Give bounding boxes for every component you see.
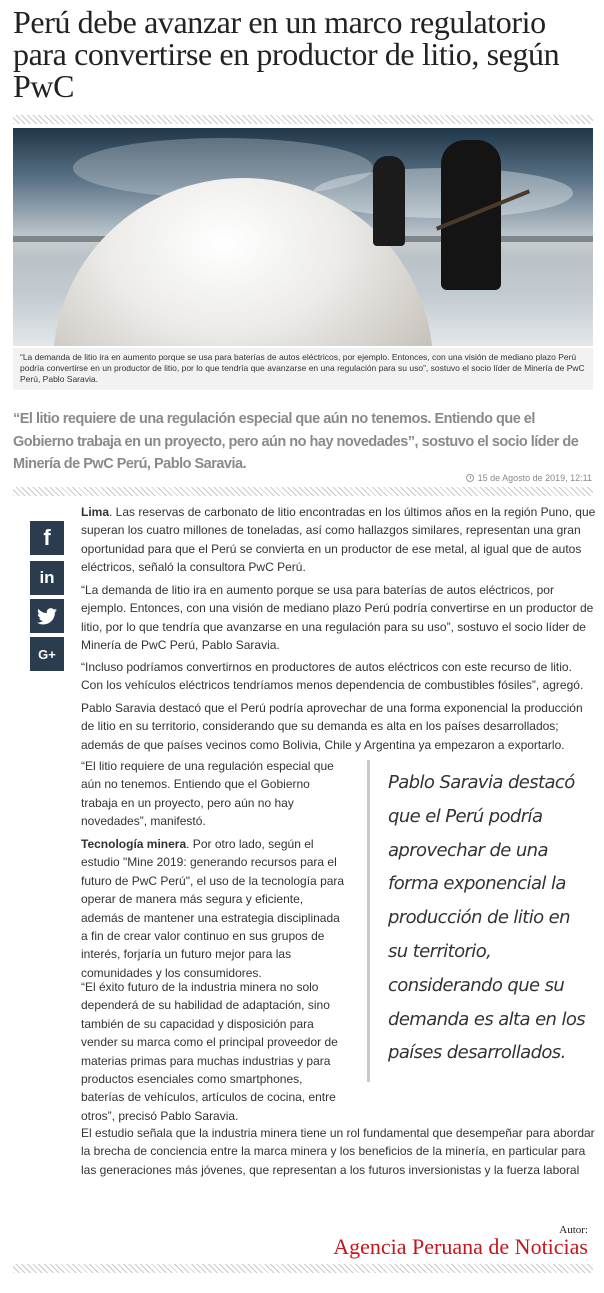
twitter-bird-icon	[37, 608, 57, 625]
googleplus-share-button[interactable]	[30, 637, 64, 671]
paragraph-8: El estudio señala que la industria minera tiene un rol fundamental que desempeñar para abordar la brecha de conciencia entre la marca minera y los beneficios de la minería, en particular para las generaciones más jóvenes, que representan a los futuros inversionistas y la fuerza laboral	[81, 1126, 595, 1177]
hero-image	[13, 128, 593, 346]
facebook-icon: f	[43, 525, 51, 550]
article-headline: Perú debe avanzar en un marco regulatorio para convertirse en productor de litio, según PwC	[13, 4, 560, 104]
author-name: Agencia Peruana de Noticias	[333, 1234, 588, 1259]
paragraph-7: “El éxito futuro de la industria minera no solo dependerá de su habilidad de adaptación, sino también de su capacidad y disposición para vender su marca como el principal proveedor de materias primas para muchas industrias y para productos esenciales como smartphones, baterías de vehículos, artículos de cocina, entre otros”, precisó Pablo Saravia.	[81, 980, 338, 1123]
paragraph-1	[81, 503, 597, 577]
author-label: Autor:	[559, 1224, 588, 1236]
paragraph-6-text: . Por otro lado, según el estudio "Mine 2019: generando recursos para el futuro de PwC Perú", el uso de la tecnología para operar de manera más segura y eficiente, además de mantener una estrategia disciplinada a fin de crear valor continuo en sus grupos de interés, forjaría un futuro mejor para las comunidades y los consumidores.	[81, 837, 345, 980]
facebook-share-button[interactable]	[30, 521, 64, 555]
paragraph-1-text: . Las reservas de carbonato de litio encontradas en los últimos años en la región Puno, que superan los cuatro millones de toneladas, así como hallazgos similares, representan una gran oportunidad para que el Perú se convierta en un productor de ese metal, al igual que de autos eléctricos, señaló la consultora PwC Perú.	[81, 505, 596, 575]
paragraph-5: “El litio requiere de una regulación especial que aún no tenemos. Entiendo que el Gobierno trabaja en un proyecto, pero aún no hay novedades”, manifestó.	[81, 759, 334, 829]
divider-hatch-middle	[13, 487, 593, 496]
paragraph-6-lead: Tecnología minera	[81, 837, 187, 851]
linkedin-share-button[interactable]	[30, 561, 64, 595]
clock-icon	[466, 474, 474, 482]
divider-hatch-top	[13, 115, 593, 124]
paragraph-1-lead: Lima	[81, 505, 110, 519]
image-caption: “La demanda de litio ira en aumento porque se usa para baterías de autos eléctricos, por ejemplo. Entonces, con una visión de mediano plazo Perú podría convertirse en un productor de litio, por lo que tendría que avanzarse en una regulación para su uso”, sostuvo el socio líder de Minería de PwC Perú, Pablo Saravia.	[13, 348, 593, 390]
paragraph-2: “La demanda de litio ira en aumento porque se usa para baterías de autos eléctricos, por ejemplo. Entonces, con una visión de mediano plazo Perú podría convertirse en un productor de litio, por lo que tendría que avanzarse en una regulación para su uso”, sostuvo el socio líder de Minería de PwC Perú, Pablo Saravia.	[81, 583, 594, 653]
paragraph-3: “Incluso podríamos convertirnos en productores de autos eléctricos con este recurso de litio. Con los vehículos eléctricos tendríamos menos dependencia de combustibles fósiles”, agregó.	[81, 660, 584, 693]
twitter-share-button[interactable]	[30, 599, 64, 633]
googleplus-icon: G+	[38, 646, 56, 662]
paragraph-6	[81, 835, 346, 982]
pull-quote: Pablo Saravia destacó que el Perú podría aprovechar de una forma exponencial la producción de litio en su territorio, considerando que su demanda es alta en los países desarrollados.	[388, 772, 586, 1064]
publish-date-text: 15 de Agosto de 2019, 12:11	[477, 473, 592, 483]
paragraph-4: Pablo Saravia destacó que el Perú podría aprovechar de una forma exponencial la producción de litio en su territorio, considerando que su demanda es alta en los países desarrollados; además de que países vecinos como Bolivia, Chile y Argentina ya empezaron a exportarlo.	[81, 701, 583, 752]
linkedin-icon: in	[39, 568, 55, 587]
divider-hatch-bottom	[13, 1264, 593, 1273]
publish-date	[466, 473, 592, 483]
article-dek: “El litio requiere de una regulación especial que aún no tenemos. Entiendo que el Gobierno trabaja en un proyecto, pero aún no hay novedades”, sostuvo el socio líder de Minería de PwC Perú, Pablo Saravia.	[13, 411, 579, 472]
pull-quote-rule	[367, 760, 370, 1082]
